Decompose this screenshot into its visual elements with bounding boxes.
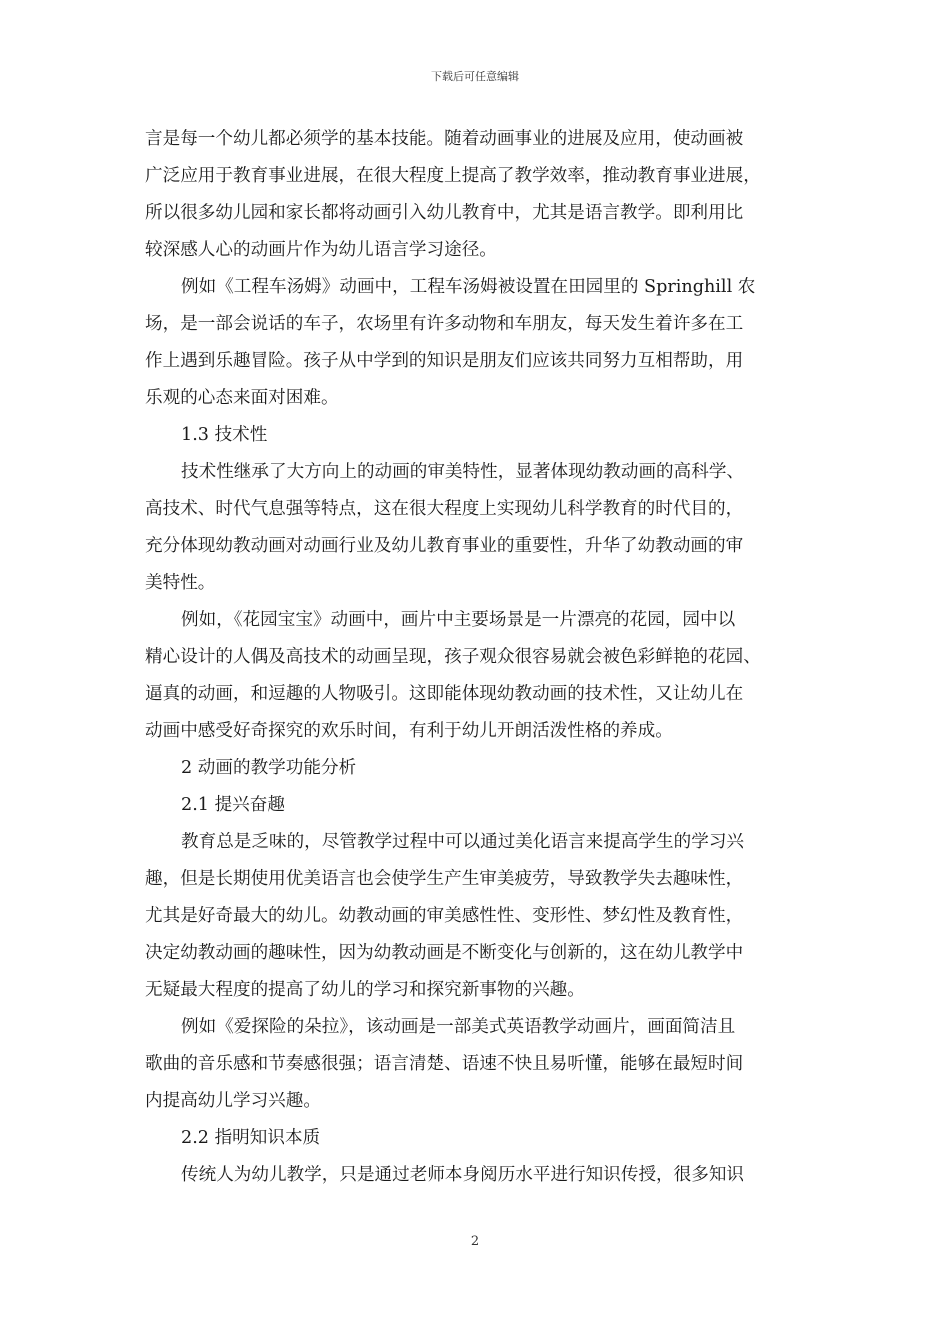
text-line: 趣，但是长期使用优美语言也会使学生产生审美疲劳，导致教学失去趣味性， [145, 869, 744, 889]
text-line: 例如《爱探险的朵拉》，该动画是一部美式英语教学动画片，画面简洁且 [181, 1017, 736, 1037]
text-line: 充分体现幼教动画对动画行业及幼儿教育事业的重要性，升华了幼教动画的审 [145, 536, 744, 556]
text-line: 技术性继承了大方向上的动画的审美特性，显著体现幼教动画的高科学、 [181, 462, 745, 482]
page-header: 下载后可任意编辑 [431, 70, 519, 83]
text-line: 乐观的心态来面对困难。 [145, 388, 339, 408]
text-line: 传统人为幼儿教学，只是通过老师本身阅历水平进行知识传授，很多知识 [181, 1165, 745, 1185]
text-line: 逼真的动画，和逗趣的人物吸引。这即能体现幼教动画的技术性，又让幼儿在 [145, 684, 744, 704]
text-line: 歌曲的音乐感和节奏感很强；语言清楚、语速不快且易听懂，能够在最短时间 [145, 1054, 744, 1074]
text-line: 所以很多幼儿园和家长都将动画引入幼儿教育中，尤其是语言教学。即利用比 [145, 203, 744, 223]
text-line: 2 动画的教学功能分析 [181, 758, 357, 778]
text-line: 无疑最大程度的提高了幼儿的学习和探究新事物的兴趣。 [145, 980, 585, 1000]
text-line: 1.3 技术性 [181, 425, 268, 445]
text-line: 例如《工程车汤姆》动画中，工程车汤姆被设置在田园里的 Springhill 农 [181, 277, 756, 297]
text-line: 决定幼教动画的趣味性，因为幼教动画是不断变化与创新的，这在幼儿教学中 [145, 943, 744, 963]
text-line: 美特性。 [145, 573, 216, 593]
text-line: 2.2 指明知识本质 [181, 1128, 321, 1148]
text-line: 作上遇到乐趣冒险。孩子从中学到的知识是朋友们应该共同努力互相帮助，用 [145, 351, 744, 371]
text-line: 较深感人心的动画片作为幼儿语言学习途径。 [145, 240, 497, 260]
text-line: 言是每一个幼儿都必须学的基本技能。随着动画事业的进展及应用，使动画被 [145, 129, 744, 149]
text-line: 尤其是好奇最大的幼儿。幼教动画的审美感性性、变形性、梦幻性及教育性， [145, 906, 744, 926]
text-line: 动画中感受好奇探究的欢乐时间，有利于幼儿开朗活泼性格的养成。 [145, 721, 673, 741]
body-text [145, 121, 817, 1194]
text-line: 教育总是乏味的，尽管教学过程中可以通过美化语言来提高学生的学习兴 [181, 832, 745, 852]
text-line: 精心设计的人偶及高技术的动画呈现，孩子观众很容易就会被色彩鲜艳的花园、 [145, 647, 761, 667]
text-line: 高技术、时代气息强等特点，这在很大程度上实现幼儿科学教育的时代目的， [145, 499, 744, 519]
text-line: 2.1 提兴奋趣 [181, 795, 285, 815]
text-line: 内提高幼儿学习兴趣。 [145, 1091, 321, 1111]
text-line: 例如，《花园宝宝》动画中，画片中主要场景是一片漂亮的花园，园中以 [181, 610, 736, 630]
text-line: 场，是一部会说话的车子，农场里有许多动物和车朋友，每天发生着许多在工 [145, 314, 744, 334]
text-line: 广泛应用于教育事业进展，在很大程度上提高了教学效率，推动教育事业进展， [145, 166, 761, 186]
page-number: 2 [470, 1234, 480, 1249]
